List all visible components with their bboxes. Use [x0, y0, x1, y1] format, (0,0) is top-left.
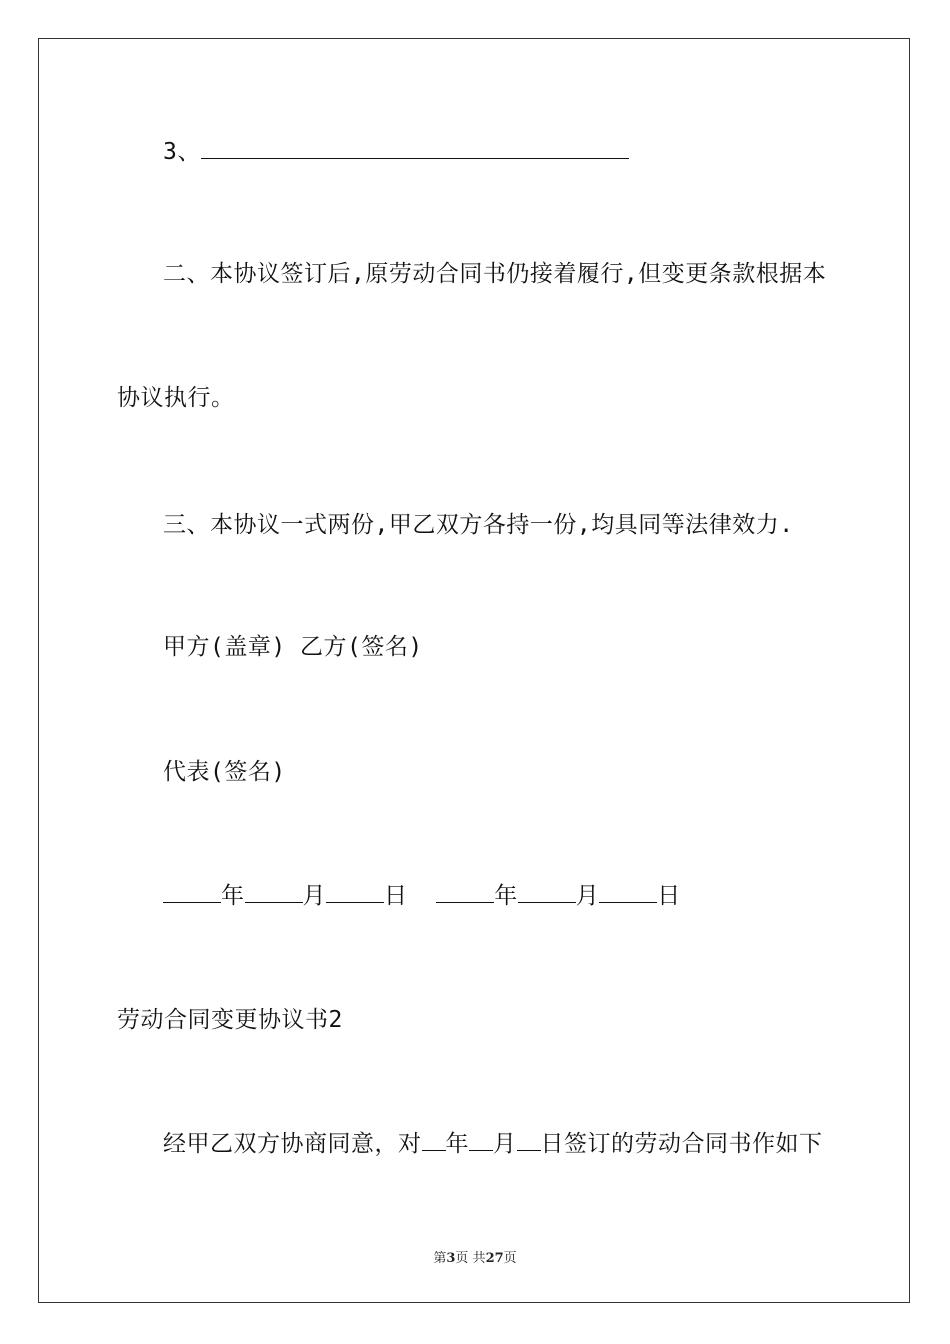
item-3-line [163, 137, 629, 167]
date-day-label: 日 [384, 883, 408, 909]
item-3-prefix: 3、 [163, 139, 201, 165]
clause-3-line: 三、本协议一式两份,甲乙双方各持一份,均具同等法律效力. [163, 512, 794, 538]
intro-rest: 日签订的劳动合同书作如下 [540, 1131, 823, 1157]
footer-page-total: 27 [485, 1251, 504, 1266]
date-line [163, 881, 681, 911]
intro-blank [422, 1130, 446, 1151]
clause-2-line-b: 协议执行。 [117, 385, 235, 411]
footer-page-suffix: 页 [455, 1251, 469, 1266]
intro-text: 经甲乙双方协商同意，对 [163, 1131, 422, 1157]
intro-line [163, 1129, 823, 1159]
footer-page-prefix: 第 [433, 1251, 447, 1266]
date-blank [518, 882, 576, 903]
item-3-blank [201, 138, 629, 159]
date-month-label: 月 [575, 883, 600, 909]
intro-year-label: 年 [445, 1131, 469, 1157]
party-signature-line: 甲方(盖章) 乙方(签名) [163, 634, 423, 660]
footer-page-current: 3 [446, 1251, 456, 1266]
footer-total-suffix: 页 [503, 1251, 517, 1266]
date-year-label: 年 [221, 883, 245, 909]
section-title: 劳动合同变更协议书2 [117, 1007, 343, 1033]
date-day-label: 日 [657, 883, 681, 909]
clause-2-line-a: 二、本协议签订后,原劳动合同书仍接着履行,但变更条款根据本 [163, 261, 827, 287]
date-blank [163, 882, 221, 903]
intro-month-label: 月 [493, 1131, 517, 1157]
date-year-label: 年 [494, 883, 518, 909]
footer-total-prefix: 共 [472, 1251, 486, 1266]
date-blank [245, 882, 303, 903]
date-blank [436, 882, 494, 903]
representative-line: 代表(签名) [163, 759, 286, 785]
intro-blank [469, 1130, 493, 1151]
date-blank [599, 882, 657, 903]
date-month-label: 月 [302, 883, 326, 909]
date-blank [326, 882, 384, 903]
intro-blank [517, 1130, 541, 1151]
page-border [38, 38, 910, 1303]
page-footer [0, 1247, 950, 1266]
